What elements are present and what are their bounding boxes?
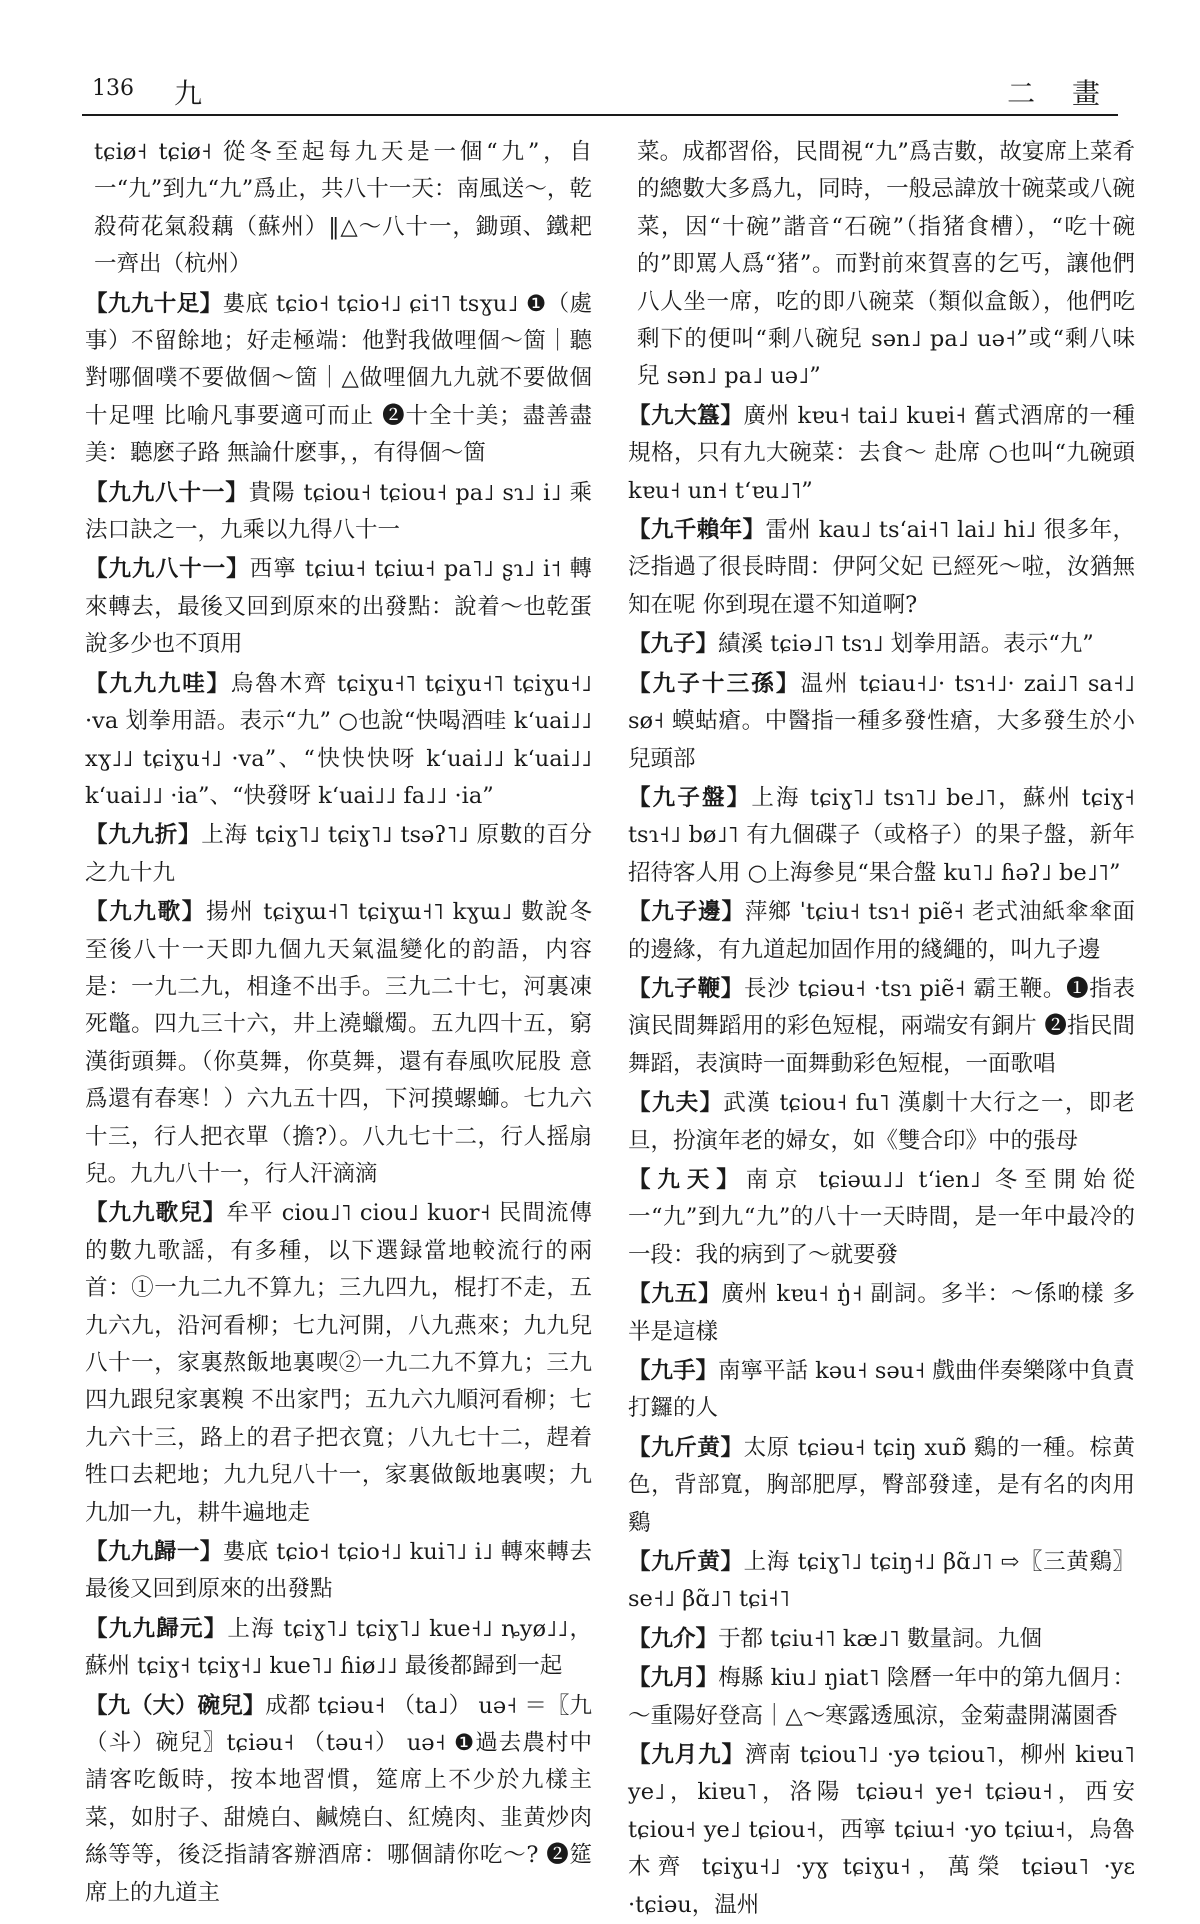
entry-definition: 上海 tɕiɣ˥˩ tɕiɣ˥˩ kue˧˩ ȵyø˩˩，蘇州 tɕiɣ˧ tɕiɣ˧˩ kue˥˩ ɦiø˩˩ 最後都歸到一起 bbox=[85, 1615, 592, 1680]
right-column bbox=[628, 134, 1135, 1918]
entry-definition: 婁底 tɕio˧ tɕio˧˩ kui˥˩ i˩ 轉來轉去最後又回到原來的出發點 bbox=[85, 1539, 592, 1603]
entry-definition: 温州 tɕiau˧˩· tsɿ˧˩· zai˩˥ sa˧˩ sø˧ 蟆蛄瘡。中醫指一種多發性瘡，大多發生於小兒頭部 bbox=[628, 670, 1135, 772]
entry-definition: 太原 tɕiəu˧ tɕiŋ xuɒ̃ 鷄的一種。棕黄色，背部寬，胸部肥厚，臀部發達，是有名的肉用鷄 bbox=[628, 1434, 1135, 1536]
dictionary-entry bbox=[628, 666, 1135, 778]
entry-headword: 【九子】 bbox=[628, 631, 719, 658]
dictionary-entry bbox=[628, 1276, 1135, 1351]
entry-headword: 【九五】 bbox=[628, 1281, 722, 1308]
dictionary-entry bbox=[628, 512, 1135, 624]
entry-headword: 【九九八十一】 bbox=[85, 479, 249, 506]
entry-definition: 廣州 kɐu˧ tai˩ kuɐi˧ 舊式酒席的一種規格，只有九大碗菜：去食～ 赴席 ○也叫“九碗頭 kɐu˧ un˧ tʻɐu˩˥” bbox=[628, 402, 1135, 504]
dictionary-entry bbox=[628, 1737, 1135, 1924]
entry-definition: 萍鄉 ˈtɕiu˧ tsɿ˧ piẽ˧ 老式油紙傘傘面的邊緣，有九道起加固作用的綫繩的，叫九子邊 bbox=[628, 899, 1135, 963]
dictionary-entry bbox=[628, 398, 1135, 510]
dictionary-entry bbox=[628, 971, 1135, 1083]
entry-definition: 成都 tɕiəu˧ （ta˩） uə˧ ＝〖九（斗）碗兒〗tɕiəu˧ （təu˧） uə˧ ❶過去農村中請客吃飯時，按本地習慣，筵席上不少於九樣主菜，如肘子、甜燒白、鹹燒白、紅燒肉、韭黄炒肉絲等等，後泛指請客辦酒席：哪個請你吃～? ❷筵席上的九道主 bbox=[85, 1692, 592, 1906]
entry-definition: 南京 tɕiəɯ˩˩ tʻien˩ 冬至開始從一“九”到九“九”的八十一天時間，是一年中最冷的一段：我的病到了～就要發 bbox=[628, 1166, 1135, 1268]
entry-definition: 長沙 tɕiəu˧ ·tsɿ piẽ˧ 霸王鞭。❶指表演民間舞蹈用的彩色短棍，兩端安有銅片 ❷指民間舞蹈，表演時一面舞動彩色短棍，一面歌唱 bbox=[628, 975, 1135, 1077]
entry-definition: 南寧平話 kəu˧ səu˧ 戲曲伴奏樂隊中負責打鑼的人 bbox=[628, 1358, 1135, 1422]
entry-headword: 【九九歌】 bbox=[85, 899, 207, 926]
entry-headword: 【九九九哇】 bbox=[85, 670, 231, 697]
entry-headword: 【九子邊】 bbox=[628, 899, 745, 926]
entry-headword: 【九介】 bbox=[628, 1625, 719, 1652]
dictionary-entry bbox=[628, 780, 1135, 892]
entry-definition: 績溪 tɕiə˩˥ tsɿ˩ 划拳用語。表示“九” bbox=[718, 631, 1094, 658]
dictionary-entry bbox=[628, 1353, 1135, 1428]
dictionary-entry bbox=[628, 1162, 1135, 1274]
entry-definition: 上海 tɕiɣ˥˩ tɕiɣ˥˩ tsəʔ˥˩ 原數的百分之九十九 bbox=[85, 822, 592, 886]
entry-definition: 貴陽 tɕiou˧ tɕiou˧ pa˩ sɿ˩ i˩ 乘法口訣之一，九乘以九得八十一 bbox=[85, 479, 592, 544]
entry-definition: 婁底 tɕio˧ tɕio˧˩ ɕi˦˥ tsɣu˩ ❶（處事）不留餘地；好走極端：他對我做哩個～箇｜聽對哪個噗不要做個～箇｜△做哩個九九就不要做個十足哩 比喻凡事要適可而止 ❷十全十美；盡善盡美：聽麽子路 無論什麽事，，有得個～箇 bbox=[85, 290, 592, 467]
dictionary-entry bbox=[85, 817, 592, 892]
entry-headword: 【九夫】 bbox=[628, 1090, 724, 1117]
entry-headword: 【九子鞭】 bbox=[628, 975, 744, 1002]
entry-headword: 【九九八十一】 bbox=[85, 556, 250, 583]
entry-headword: 【九手】 bbox=[628, 1358, 719, 1384]
entry-definition: 上海 tɕiɣ˥˩ tsɿ˥˩ be˩˥，蘇州 tɕiɣ˧ tsɿ˧˩ bø˩˥ 有九個碟子（或格子）的果子盤，新年招待客人用 ○上海參見“果合盤 ku˥˩ ɦəʔ˩ be˩˥” bbox=[628, 784, 1135, 886]
entry-definition: 揚州 tɕiɣɯ˧˥ tɕiɣɯ˧˥ kɣɯ˩ 數說冬至後八十一天即九個九天氣温變化的韵語，内容是：一九二九，相逢不出手。三九二十七，河裏凍死鼈。四九三十六，井上澆蠟燭。五九四十五，窮漢街頭舞。（你莫舞，你莫舞，還有春風吹屁股 意爲還有春寒！）六九五十四，下河摸螺螄。七九六十三，行人把衣單（擔?）。八九七十二，行人摇扇兒。九九八十一，行人汗滴滴 bbox=[85, 899, 592, 1187]
entry-headword: 【九九歸一】 bbox=[85, 1539, 223, 1566]
entry-headword: 【九九歌兒】 bbox=[85, 1200, 227, 1227]
dictionary-entry bbox=[85, 1611, 592, 1686]
dictionary-entry bbox=[85, 1688, 592, 1912]
entry-definition: 于都 tɕiu˧˥ kæ˩˥ 數量詞。九個 bbox=[718, 1625, 1042, 1652]
entry-definition: 梅縣 kiu˩ ŋiat˥ 陰曆一年中的第九個月：～重陽好登高｜△～寒露透風涼，金菊盡開滿園香 bbox=[628, 1665, 1135, 1729]
page-number: 136 bbox=[92, 76, 134, 101]
entry-definition: 西寧 tɕiɯ˧ tɕiɯ˧ pa˥˩ ʂɿ˩ i˦ 轉來轉去，最後又回到原來的出發點：說着～也乾蛋 說多少也不頂用 bbox=[85, 556, 592, 658]
dictionary-entry bbox=[85, 1195, 592, 1532]
entry-definition: 上海 tɕiɣ˥˩ tɕiŋ˧˩ βɑ̃˩˥ ⇨〖三黄鷄〗se˧˩ βɑ̃˩˥ tɕi˧˥ bbox=[628, 1549, 1135, 1613]
entry-headword: 【九月】 bbox=[628, 1665, 719, 1692]
entry-headword: 【九九折】 bbox=[85, 822, 202, 849]
dictionary-entry bbox=[85, 1534, 592, 1609]
entry-headword: 【九斤黄】 bbox=[628, 1549, 744, 1576]
entry-headword: 【九千賴年】 bbox=[628, 517, 766, 544]
entry-headword: 【九子盤】 bbox=[628, 784, 752, 811]
dictionary-entry bbox=[85, 286, 592, 473]
entry-headword: 【九大簋】 bbox=[628, 402, 744, 429]
dictionary-entry bbox=[85, 666, 592, 816]
dictionary-entry bbox=[85, 894, 592, 1193]
entry-definition: 牟平 ciou˩˥ ciou˩ kuor˧ 民間流傳的數九歌謡，有多種，以下選録當地較流行的兩首：①一九二九不算九；三九四九，棍打不走，五九六九，沿河看柳；七九河開，八九燕來；九九兒八十一，家裏熬飯地裏喫②一九二九不算九；三九四九跟兒家裏糗 不出家門；五九六九順河看柳；七九六十三，路上的君子把衣寬；八九七十二，趕着牲口去耙地；九九兒八十一，家裏做飯地裏喫；九九加一九，耕牛遍地走 bbox=[85, 1200, 592, 1526]
dictionary-entry bbox=[628, 1085, 1135, 1160]
entry-headword: 【九九歸元】 bbox=[85, 1615, 228, 1642]
entry-headword: 【九（大）碗兒】 bbox=[85, 1692, 266, 1719]
entry-headword: 【九九十足】 bbox=[85, 290, 223, 317]
dictionary-entry bbox=[628, 1621, 1135, 1658]
entry-headword: 【九天】 bbox=[628, 1166, 746, 1193]
entry-headword: 【九子十三孫】 bbox=[628, 670, 801, 697]
page-header bbox=[82, 70, 1118, 116]
entry-definition: 濟南 tɕiou˥˩ ·yə tɕiou˥，柳州 kiɐu˥ ye˩，kiɐu˥，洛陽 tɕiəu˧ ye˧ tɕiəu˧，西安 tɕiou˧ ye˩ tɕiou˧，西寧 tɕiɯ˧ ·yo tɕiɯ˧，烏魯木齊 tɕiɣu˧˩ ·yɣ tɕiɣu˧，萬榮 tɕiəu˥ ·yɛ ·tɕiəu，温州 bbox=[628, 1742, 1135, 1918]
dictionary-entry bbox=[628, 626, 1135, 663]
entry-definition: 烏魯木齊 tɕiɣu˧˥ tɕiɣu˧˥ tɕiɣu˧˩ ·va 划拳用語。表示“九” ○也說“快喝酒哇 kʻuai˩˩ xɣ˩˩ tɕiɣu˧˩ ·va”、“快快快呀 kʻuai˩˩ kʻuai˩˩ kʻuai˩˩ ·ia”、“快發呀 kʻuai˩˩ fa˩˩ ·ia” bbox=[85, 670, 592, 809]
dictionary-entry bbox=[85, 475, 592, 550]
entry-definition: 廣州 kɐu˧ ŋ̍˧ 副詞。多半：～係啲樣 多半是這樣 bbox=[628, 1281, 1135, 1345]
entry-definition: 武漢 tɕiou˧ fu˥ 漢劇十大行之一，即老旦，扮演年老的婦女，如《雙合印》中的張母 bbox=[628, 1090, 1135, 1154]
dictionary-entry bbox=[85, 551, 592, 663]
entry-continuation: 菜。成都習俗，民間視“九”爲吉數，故宴席上菜肴的總數大多爲九，同時，一般忌諱放十碗菜或八碗菜，因“十碗”諧音“石碗”（指猪食槽），“吃十碗的”即罵人爲“猪”。而對前來賀喜的乞丐，讓他們八人坐一席，吃的即八碗菜（類似盒飯），他們吃剩下的便叫“剩八碗兒 sən˩ pa˩ uə˧”或“剩八味兒 sən˩ pa˩ uə˩” bbox=[637, 139, 1135, 390]
dictionary-entry bbox=[628, 894, 1135, 969]
left-column bbox=[85, 134, 592, 1906]
dictionary-entry bbox=[628, 1544, 1135, 1619]
entry-headword: 【九斤黄】 bbox=[628, 1434, 744, 1461]
entry-definition: 雷州 kau˩ tsʻai˧˥ lai˩ hi˩ 很多年，泛指過了很長時間：伊阿父妃 已經死～啦，汝猶無知在呢 你到現在還不知道啊? bbox=[628, 517, 1135, 618]
dictionary-entry bbox=[628, 1430, 1135, 1542]
section-label: 二 畫 bbox=[1007, 77, 1114, 110]
entry-continuation: tɕiø˧ tɕiø˧ 從冬至起每九天是一個“九”，自一“九”到九“九”爲止，共八十一天：南風送～，乾殺荷花氣殺藕（蘇州）‖△～八十一，鋤頭、鐵耙一齊出（杭州） bbox=[94, 139, 592, 278]
running-head-character: 九 bbox=[174, 77, 203, 110]
entry-headword: 【九月九】 bbox=[628, 1742, 745, 1769]
